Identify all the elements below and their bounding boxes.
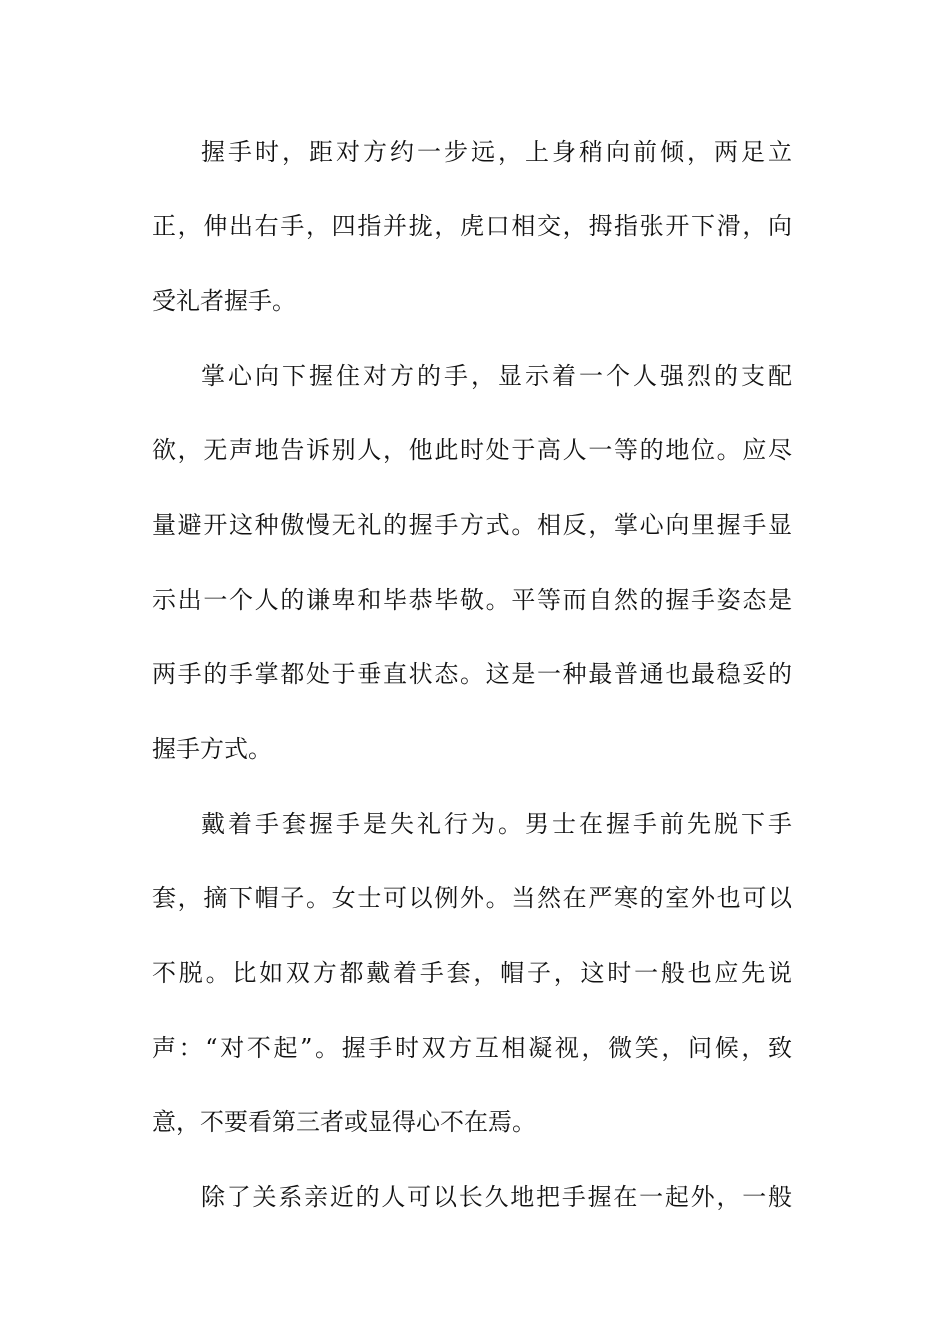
paragraph-3-line-1: 戴着手套握手是失礼行为。男士在握手前先脱下手 [201,810,792,838]
paragraph-2-line-1: 掌心向下握住对方的手，显示着一个人强烈的支配 [201,362,792,390]
paragraph-2-line-6: 握手方式。 [152,735,272,763]
paragraph-2-line-5: 两手的手掌都处于垂直状态。这是一种最普通也最稳妥的 [152,660,792,688]
paragraph-3-line-4: 声：“对不起”。握手时双方互相凝视，微笑，问候，致 [152,1034,792,1062]
paragraph-2-line-4: 示出一个人的谦卑和毕恭毕敬。平等而自然的握手姿态是 [152,586,792,614]
paragraph-3-line-5: 意，不要看第三者或显得心不在焉。 [152,1108,536,1136]
paragraph-3-line-2: 套，摘下帽子。女士可以例外。当然在严寒的室外也可以 [152,884,792,912]
paragraph-2-line-3: 量避开这种傲慢无礼的握手方式。相反，掌心向里握手显 [152,511,792,539]
paragraph-3-line-3: 不脱。比如双方都戴着手套，帽子，这时一般也应先说 [152,959,792,987]
paragraph-2-line-2: 欲，无声地告诉别人，他此时处于高人一等的地位。应尽 [152,436,792,464]
paragraph-1-line-3: 受礼者握手。 [152,287,296,315]
paragraph-1-line-1: 握手时，距对方约一步远，上身稍向前倾，两足立 [201,138,792,166]
paragraph-4-line-1: 除了关系亲近的人可以长久地把手握在一起外，一般 [201,1183,792,1211]
paragraph-1-line-2: 正，伸出右手，四指并拢，虎口相交，拇指张开下滑，向 [152,212,792,240]
